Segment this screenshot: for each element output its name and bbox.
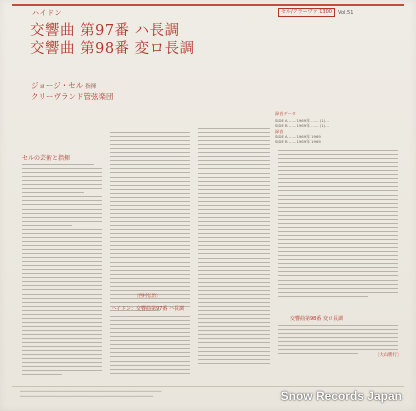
text-line xyxy=(278,162,398,163)
text-line xyxy=(198,330,270,331)
text-line xyxy=(22,200,102,201)
text-line xyxy=(198,270,270,271)
section-3-heading: 交響曲第98番 変ロ長調 xyxy=(290,316,343,322)
text-line xyxy=(110,365,190,366)
text-line xyxy=(198,217,270,218)
text-line xyxy=(198,306,270,307)
text-line xyxy=(110,356,190,357)
text-line xyxy=(198,355,270,356)
text-line xyxy=(198,294,270,295)
text-line xyxy=(198,310,270,311)
text-line xyxy=(22,237,102,238)
text-line xyxy=(22,366,102,367)
text-line xyxy=(110,352,190,353)
text-line xyxy=(110,266,190,267)
text-line xyxy=(110,332,190,333)
text-line xyxy=(278,337,398,338)
text-line xyxy=(110,344,190,345)
text-line xyxy=(110,373,190,374)
text-line xyxy=(110,257,190,258)
text-line xyxy=(110,144,190,145)
text-line xyxy=(22,358,102,359)
text-line xyxy=(278,247,398,248)
byline-1: 〔西村弘治〕 xyxy=(134,294,161,299)
text-line xyxy=(110,217,190,218)
text-line xyxy=(278,154,398,155)
text-line xyxy=(278,227,398,228)
text-line xyxy=(278,211,398,212)
footer-rule xyxy=(12,386,404,387)
text-line xyxy=(22,168,102,169)
text-line xyxy=(110,132,190,133)
text-line xyxy=(278,219,398,220)
text-line xyxy=(278,223,398,224)
recording-data-title: 録音データ xyxy=(275,111,296,116)
text-line xyxy=(22,180,102,181)
text-line xyxy=(110,148,190,149)
title-line-2: 交響曲 第98番 変ロ長調 xyxy=(30,41,195,57)
watermark: Snow Records Japan xyxy=(280,389,402,403)
text-line xyxy=(22,257,102,258)
text-line xyxy=(198,298,270,299)
text-line xyxy=(278,288,398,289)
text-column-1 xyxy=(22,164,102,378)
top-rule xyxy=(12,4,404,6)
text-line xyxy=(198,363,270,364)
text-line xyxy=(110,168,190,169)
text-line xyxy=(278,280,398,281)
byline-2: 〔大山勝行〕 xyxy=(375,353,402,358)
text-line xyxy=(278,239,398,240)
text-line xyxy=(22,277,102,278)
text-line xyxy=(278,251,398,252)
text-line xyxy=(278,235,398,236)
text-line xyxy=(110,189,190,190)
text-line xyxy=(278,195,398,196)
text-line xyxy=(22,318,102,319)
text-line xyxy=(278,341,398,342)
text-line xyxy=(110,278,190,279)
text-line xyxy=(198,241,270,242)
text-line xyxy=(110,302,190,303)
text-line xyxy=(22,298,102,299)
text-line xyxy=(198,342,270,343)
text-line xyxy=(22,221,102,222)
text-line xyxy=(198,249,270,250)
text-line xyxy=(278,284,398,285)
text-line xyxy=(278,215,398,216)
text-line xyxy=(110,229,190,230)
text-line xyxy=(22,302,102,303)
text-line xyxy=(278,199,398,200)
text-line xyxy=(278,259,398,260)
recording-row-1: SIDE A ……1969年 …… (1)… xyxy=(275,118,330,123)
text-line xyxy=(22,334,102,335)
text-line xyxy=(198,262,270,263)
text-line xyxy=(278,255,398,256)
text-line xyxy=(278,275,398,276)
text-line xyxy=(198,322,270,323)
text-line xyxy=(198,314,270,315)
text-line xyxy=(110,177,190,178)
text-line xyxy=(22,374,62,375)
text-line xyxy=(22,229,102,230)
text-line xyxy=(278,349,398,350)
text-line xyxy=(278,333,398,334)
text-line xyxy=(198,286,270,287)
text-line xyxy=(22,330,102,331)
text-line xyxy=(278,150,398,151)
text-column-2b xyxy=(110,316,190,377)
text-line xyxy=(110,348,190,349)
text-line xyxy=(198,266,270,267)
text-line xyxy=(110,262,190,263)
text-line xyxy=(110,340,190,341)
text-line xyxy=(278,186,398,187)
text-line xyxy=(198,164,270,165)
section-2-heading: ハイドン：交響曲第97番 ハ長調 xyxy=(111,306,184,312)
text-line xyxy=(22,249,102,250)
text-line xyxy=(198,245,270,246)
text-line xyxy=(110,320,190,321)
text-line xyxy=(22,253,102,254)
text-line xyxy=(110,336,190,337)
volume-number: Vol.51 xyxy=(337,9,354,16)
text-line xyxy=(110,205,190,206)
recording-row-3: SIDE A ……1969年 1969 xyxy=(275,134,321,139)
text-line xyxy=(278,271,398,272)
text-line xyxy=(198,334,270,335)
text-line xyxy=(198,160,270,161)
orchestra-name: クリーヴランド管弦楽団 xyxy=(31,92,114,101)
text-line xyxy=(278,207,398,208)
text-line xyxy=(198,359,270,360)
text-line xyxy=(278,263,398,264)
footer-fine-print-2: ━━━━━━━━━━━━━━━━━━━━━━━━━━━━━━━━━━━━━━━━━━━━━━━━━━━━━━━━━━━━━━━━━━━━━━━━━━━━━━━ xyxy=(20,394,154,398)
text-line xyxy=(278,174,398,175)
text-line xyxy=(110,156,190,157)
text-line xyxy=(198,140,270,141)
text-line xyxy=(110,361,190,362)
text-line xyxy=(110,160,190,161)
text-line xyxy=(22,310,102,311)
text-line xyxy=(22,209,102,210)
text-line xyxy=(22,241,102,242)
text-line xyxy=(110,274,190,275)
text-line xyxy=(22,370,102,371)
essay-heading: セルの芸術と指揮 xyxy=(22,155,71,162)
text-line xyxy=(22,306,102,307)
text-line xyxy=(198,278,270,279)
text-line xyxy=(22,273,102,274)
text-line xyxy=(198,213,270,214)
text-line xyxy=(198,189,270,190)
text-line xyxy=(110,185,190,186)
text-line xyxy=(198,229,270,230)
series-badge xyxy=(278,8,353,17)
text-column-4 xyxy=(278,150,398,300)
text-line xyxy=(278,292,398,293)
recording-row-4: SIDE B ……1969年 1969 xyxy=(275,139,321,144)
text-line xyxy=(278,166,398,167)
conductor-role: 指揮 xyxy=(85,84,97,90)
conductor-line xyxy=(31,81,114,92)
text-line xyxy=(278,170,398,171)
text-line xyxy=(22,326,102,327)
text-line xyxy=(198,221,270,222)
text-line xyxy=(110,286,190,287)
text-line xyxy=(22,196,102,197)
text-line xyxy=(110,136,190,137)
text-line xyxy=(22,192,84,193)
text-line xyxy=(22,188,102,189)
text-line xyxy=(278,182,398,183)
text-line xyxy=(198,233,270,234)
text-line xyxy=(110,233,190,234)
title-line-1: 交響曲 第97番 ハ長調 xyxy=(30,23,180,39)
text-line xyxy=(198,347,270,348)
text-line xyxy=(22,314,102,315)
text-line xyxy=(198,258,270,259)
text-line xyxy=(110,282,190,283)
text-line xyxy=(110,369,190,370)
text-line xyxy=(110,193,190,194)
series-label: セル/クラーヴァ 1300 xyxy=(278,8,335,17)
text-line xyxy=(22,269,102,270)
text-line xyxy=(278,243,398,244)
performers-block xyxy=(31,81,114,102)
text-line xyxy=(110,316,190,317)
text-line xyxy=(110,290,190,291)
composer-name: ハイドン xyxy=(32,9,62,17)
text-line xyxy=(110,253,190,254)
footer-fine-print-1: ━━━━━━━━━━━━━━━━━━━━━━━━━━━━━━━━━━━━━━━━━━━━━━━━━━━━━━━━━━━━━━━━━━━━━━━━━━━━━━━━━━━━ xyxy=(20,389,162,393)
text-line xyxy=(110,241,190,242)
text-line xyxy=(110,225,190,226)
text-line xyxy=(22,176,102,177)
text-line xyxy=(110,181,190,182)
text-line xyxy=(198,318,270,319)
text-line xyxy=(22,354,102,355)
text-line xyxy=(198,302,270,303)
text-line xyxy=(110,221,190,222)
text-line xyxy=(278,203,398,204)
text-line xyxy=(198,152,270,153)
text-line xyxy=(198,338,270,339)
text-line xyxy=(198,148,270,149)
text-line xyxy=(198,326,270,327)
text-line xyxy=(198,282,270,283)
text-line xyxy=(110,270,190,271)
text-line xyxy=(110,209,190,210)
text-line xyxy=(198,136,270,137)
conductor-name: ジョージ・セル xyxy=(31,81,84,90)
text-line xyxy=(110,328,190,329)
text-line xyxy=(198,193,270,194)
text-line xyxy=(22,172,102,173)
text-line xyxy=(22,362,102,363)
text-line xyxy=(22,204,102,205)
text-line xyxy=(22,289,102,290)
text-line xyxy=(22,294,102,295)
text-line xyxy=(22,217,102,218)
text-line xyxy=(22,350,102,351)
text-line xyxy=(22,261,102,262)
text-line xyxy=(198,209,270,210)
text-line xyxy=(22,285,102,286)
recording-data-heading xyxy=(275,111,296,117)
text-line xyxy=(278,296,368,297)
text-line xyxy=(110,237,190,238)
text-line xyxy=(110,140,190,141)
text-line xyxy=(22,184,102,185)
text-line xyxy=(110,172,190,173)
text-line xyxy=(198,205,270,206)
text-line xyxy=(22,265,102,266)
recording-sub-heading: 録音 xyxy=(275,129,284,134)
text-line xyxy=(110,152,190,153)
text-line xyxy=(198,351,270,352)
text-line xyxy=(198,128,270,129)
text-line xyxy=(198,168,270,169)
text-line xyxy=(110,164,190,165)
text-line xyxy=(110,324,190,325)
text-line xyxy=(278,353,358,354)
text-line xyxy=(22,338,102,339)
text-line xyxy=(278,158,398,159)
text-line xyxy=(198,225,270,226)
text-line xyxy=(198,185,270,186)
text-column-3 xyxy=(198,128,270,367)
text-line xyxy=(22,233,102,234)
text-line xyxy=(198,173,270,174)
text-line xyxy=(22,342,102,343)
text-line xyxy=(198,156,270,157)
text-line xyxy=(198,144,270,145)
text-line xyxy=(198,197,270,198)
text-line xyxy=(22,164,94,165)
text-line xyxy=(278,329,398,330)
text-line xyxy=(22,245,102,246)
text-line xyxy=(22,346,102,347)
text-line xyxy=(198,181,270,182)
text-line xyxy=(198,132,270,133)
text-line xyxy=(278,345,398,346)
text-line xyxy=(110,245,190,246)
text-line xyxy=(110,201,190,202)
text-line xyxy=(198,201,270,202)
text-line xyxy=(22,225,72,226)
text-line xyxy=(278,267,398,268)
text-line xyxy=(22,322,102,323)
text-line xyxy=(110,197,190,198)
recording-row-2: SIDE B ……1969年 …… (1)… xyxy=(275,123,330,128)
text-column-2 xyxy=(110,132,190,314)
text-line xyxy=(198,177,270,178)
text-line xyxy=(22,281,102,282)
text-line xyxy=(198,274,270,275)
text-line xyxy=(278,231,398,232)
text-line xyxy=(110,249,190,250)
text-line xyxy=(110,213,190,214)
text-line xyxy=(198,290,270,291)
text-line xyxy=(198,253,270,254)
text-line xyxy=(278,325,398,326)
text-line xyxy=(278,178,398,179)
text-line xyxy=(198,237,270,238)
text-line xyxy=(22,213,102,214)
text-line xyxy=(278,190,398,191)
